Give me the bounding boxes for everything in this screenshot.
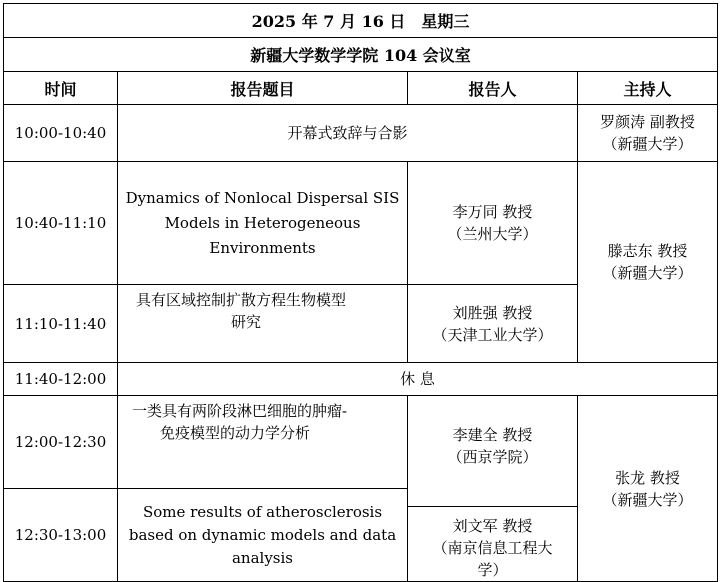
session-host [578,396,718,582]
topic-line: based on dynamic models and data [128,525,397,544]
topic-line: analysis [231,548,293,567]
table-row [4,363,718,396]
venue-row [4,38,718,72]
speaker-name: 刘胜强 教授 [452,303,533,322]
col-header-host: 主持人 [578,72,718,105]
table-row [4,162,718,285]
speaker-name: 李万同 教授 [452,203,533,221]
session-host [578,162,718,363]
col-header-topic: 报告题目 [118,72,408,105]
schedule-table [3,3,718,582]
schedule-date: 2025 年 7 月 16 日 星期三 [4,4,718,38]
schedule-venue: 新疆大学数学学院 104 会议室 [4,38,718,72]
topic-line: Models in Heterogeneous [164,213,361,232]
table-row [4,396,718,489]
host-affiliation: （新疆大学） [602,490,693,509]
col-header-speaker: 报告人 [408,72,578,105]
table-row [4,105,718,162]
speaker-name: 刘文军 教授 [452,517,533,535]
host-name: 罗颜涛 副教授 [600,113,695,131]
session-time: 10:00-10:40 [4,105,118,162]
speaker-block [412,424,573,506]
session-speaker-group [408,396,578,582]
topic-line: Environments [209,238,316,257]
session-time: 12:30-13:00 [4,489,118,582]
date-row [4,4,718,38]
session-speaker [408,285,578,363]
speaker-affiliation: （南京信息工程大 [432,539,553,557]
speaker-affiliation: 学） [477,561,508,579]
host-affiliation: （新疆大学） [602,264,693,282]
speaker-affiliation: （兰州大学） [447,225,538,243]
session-time: 12:00-12:30 [4,396,118,489]
host-affiliation: （新疆大学） [602,135,693,153]
session-topic: 开幕式致辞与合影 [118,105,578,162]
topic-line: Some results of atherosclerosis [142,502,383,521]
session-topic [118,396,408,489]
session-time: 11:10-11:40 [4,285,118,363]
session-topic [118,489,408,582]
speaker-block [408,506,577,581]
session-topic [118,162,408,285]
speaker-name: 李建全 教授 [452,426,533,444]
column-header-row [4,72,718,105]
topic-line: 研究 [231,313,262,331]
topic-line: 免疫模型的动力学分析 [160,424,311,442]
speaker-affiliation: （西京学院） [447,448,538,466]
host-name: 张龙 教授 [615,468,680,487]
topic-line: 具有区域控制扩散方程生物模型 [136,291,347,309]
break-label: 休 息 [118,363,718,396]
session-host [578,105,718,162]
host-name: 滕志东 教授 [607,242,688,260]
session-topic [118,285,408,363]
speaker-affiliation: （天津工业大学） [432,325,553,344]
topic-line: Dynamics of Nonlocal Dispersal SIS [125,188,400,207]
session-time: 10:40-11:10 [4,162,118,285]
session-time: 11:40-12:00 [4,363,118,396]
col-header-time: 时间 [4,72,118,105]
session-speaker [408,162,578,285]
topic-line: 一类具有两阶段淋巴细胞的肿瘤- [132,402,348,420]
